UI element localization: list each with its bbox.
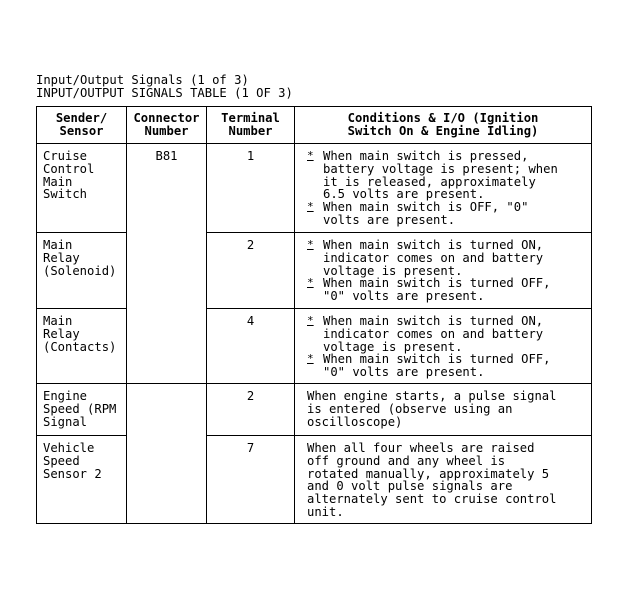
terminal-cell: 1 <box>207 144 295 233</box>
note-marker: * <box>307 352 314 366</box>
conditions-cell: * When main switch is pressed, battery voltage is present; when it is released, approximately 6.5 volts are present. * When main switch is OFF, "0" volts are present. <box>295 144 592 233</box>
title-line-1: Input/Output Signals (1 of 3) <box>36 73 249 87</box>
header-connector: Connector Number <box>127 107 207 144</box>
table-row <box>37 309 592 384</box>
title-line-2: INPUT/OUTPUT SIGNALS TABLE (1 OF 3) <box>36 86 293 100</box>
table-row <box>37 436 592 524</box>
sender-cell: Main Relay (Contacts) <box>37 309 127 384</box>
sender-cell: Cruise Control Main Switch <box>37 144 127 233</box>
header-conditions: Conditions & I/O (Ignition Switch On & Engine Idling) <box>295 107 592 144</box>
terminal-cell: 2 <box>207 384 295 436</box>
sender-cell: Vehicle Speed Sensor 2 <box>37 436 127 524</box>
note-marker: * <box>307 200 314 214</box>
connector-cell: B81 <box>127 144 207 233</box>
table-row <box>37 144 592 233</box>
connector-cell <box>127 233 207 309</box>
connector-cell <box>127 436 207 524</box>
table-row <box>37 384 592 436</box>
note-marker: * <box>307 314 314 327</box>
sender-cell: Main Relay (Solenoid) <box>37 233 127 309</box>
terminal-cell: 4 <box>207 309 295 384</box>
table-row <box>37 233 592 309</box>
connector-cell <box>127 384 207 436</box>
io-signals-table <box>36 106 592 524</box>
note-marker: * <box>307 149 314 162</box>
conditions-cell: * When main switch is turned ON, indicator comes on and battery voltage is present. * When main switch is turned OFF, "0" volts are present. <box>295 309 592 384</box>
note-marker: * <box>307 238 314 251</box>
conditions-cell: When all four wheels are raised off ground and any wheel is rotated manually, approximately 5 and 0 volt pulse signals are alternately sent to cruise control unit. <box>295 436 592 524</box>
table-header-row <box>37 107 592 144</box>
header-terminal: Terminal Number <box>207 107 295 144</box>
conditions-cell: When engine starts, a pulse signal is entered (observe using an oscilloscope) <box>295 384 592 436</box>
note-marker: * <box>307 276 314 290</box>
sender-cell: Engine Speed (RPM Signal <box>37 384 127 436</box>
header-sender: Sender/ Sensor <box>37 107 127 144</box>
conditions-cell: * When main switch is turned ON, indicator comes on and battery voltage is present. * When main switch is turned OFF, "0" volts are present. <box>295 233 592 309</box>
connector-cell <box>127 309 207 384</box>
terminal-cell: 2 <box>207 233 295 309</box>
document-titles <box>36 74 293 100</box>
terminal-cell: 7 <box>207 436 295 524</box>
